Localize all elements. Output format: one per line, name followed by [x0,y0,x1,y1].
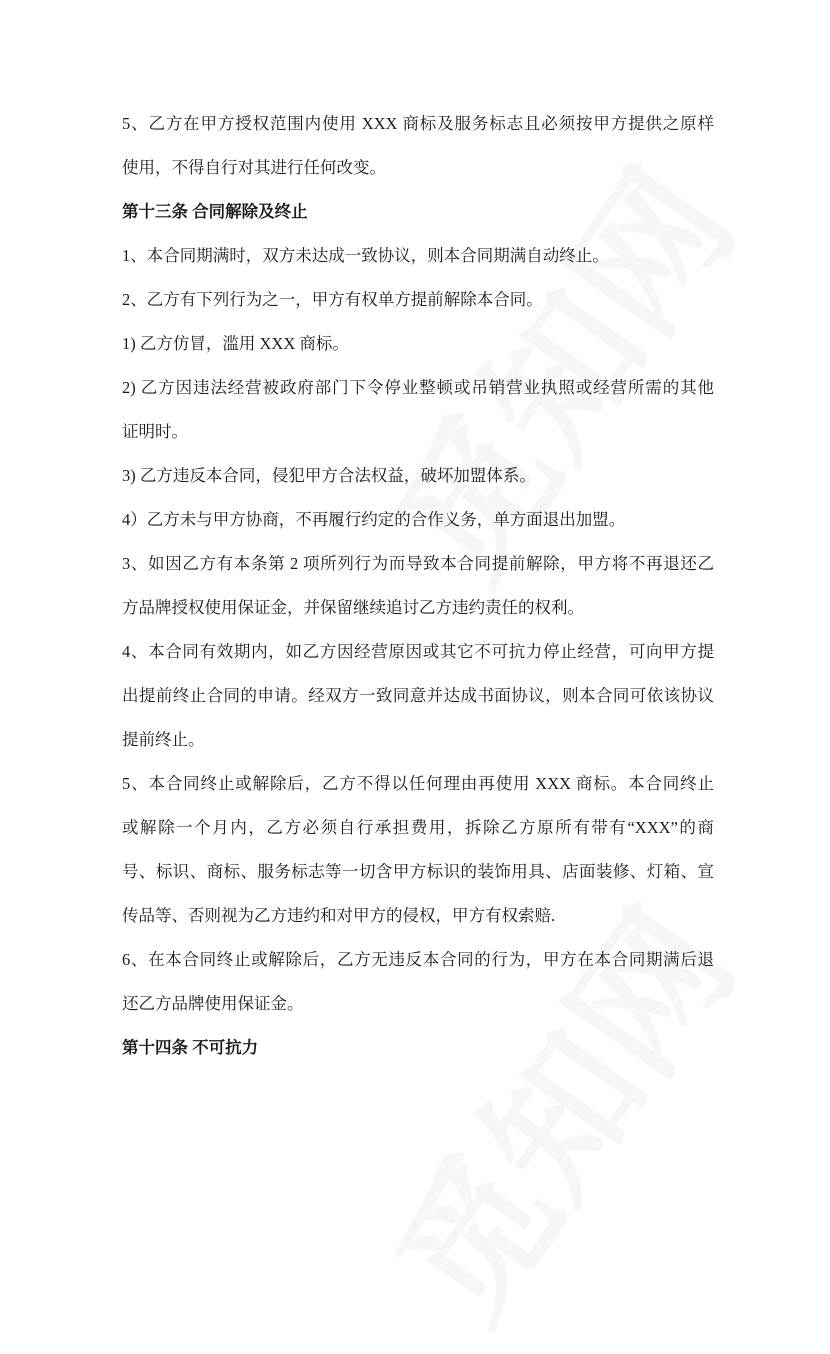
paragraph-line: 出提前终止合同的申请。经双方一致同意并达成书面协议，则本合同可依该协议 [122,686,714,705]
heading-text: 第十三条 合同解除及终止 [122,202,308,221]
paragraph-line: 还乙方品牌使用保证金。 [122,994,304,1013]
paragraph-line: 5、乙方在甲方授权范围内使用 XXX 商标及服务标志且必须按甲方提供之原样 [122,114,714,133]
paragraph [122,938,714,1026]
paragraph-line: 2、乙方有下列行为之一，甲方有权单方提前解除本合同。 [122,290,543,309]
paragraph-line: 5、本合同终止或解除后，乙方不得以任何理由再使用 XXX 商标。本合同终止 [122,774,714,793]
paragraph-line: 提前终止。 [122,730,205,749]
paragraph-line: 6、在本合同终止或解除后，乙方无违反本合同的行为，甲方在本合同期满后退 [122,950,714,969]
paragraph [122,102,714,190]
paragraph-line: 传品等、否则视为乙方违约和对甲方的侵权，甲方有权索赔. [122,906,556,925]
paragraph [122,630,714,762]
paragraph-line: 2) 乙方因违法经营被政府部门下令停业整顿或吊销营业执照或经营所需的其他 [122,378,714,397]
heading-text: 第十四条 不可抗力 [122,1038,259,1057]
paragraph [122,762,714,938]
paragraph-line: 或解除一个月内，乙方必须自行承担费用，拆除乙方原所有带有“XXX”的商 [122,818,714,837]
paragraph-line: 1) 乙方仿冒，滥用 XXX 商标。 [122,334,349,353]
paragraph-line: 3) 乙方违反本合同，侵犯甲方合法权益，破坏加盟体系。 [122,466,536,485]
paragraph [122,498,714,542]
paragraph-line: 4、本合同有效期内，如乙方因经营原因或其它不可抗力停止经营，可向甲方提 [122,642,714,661]
paragraph [122,454,714,498]
section-heading [122,1026,714,1070]
paragraph [122,542,714,630]
paragraph-line: 方品牌授权使用保证金，并保留继续追讨乙方违约责任的权利。 [122,598,584,617]
paragraph [122,278,714,322]
paragraph-line: 3、如因乙方有本条第 2 项所列行为而导致本合同提前解除，甲方将不再退还乙 [122,554,714,573]
paragraph-line: 号、标识、商标、服务标志等一切含甲方标识的装饰用具、店面装修、灯箱、宣 [122,862,714,881]
document-page [122,102,714,1070]
paragraph-line: 证明时。 [122,422,188,441]
paragraph-line: 使用，不得自行对其进行任何改变。 [122,158,386,177]
paragraph [122,322,714,366]
section-heading [122,190,714,234]
paragraph [122,366,714,454]
paragraph-line: 1、本合同期满时，双方未达成一致协议，则本合同期满自动终止。 [122,246,609,265]
paragraph-line: 4）乙方未与甲方协商，不再履行约定的合作义务，单方面退出加盟。 [122,510,626,529]
paragraph [122,234,714,278]
